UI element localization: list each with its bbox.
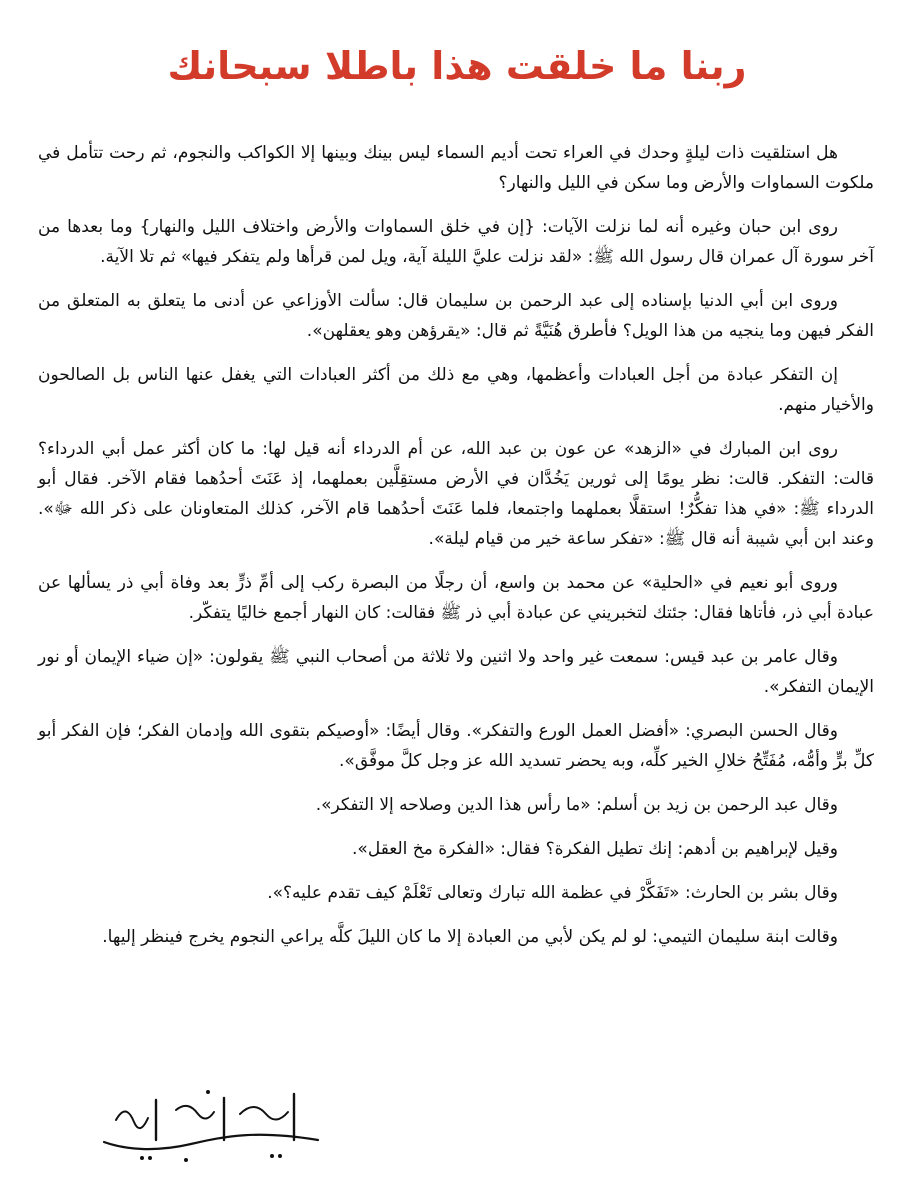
paragraph: روى ابن المبارك في «الزهد» عن عون بن عبد الله، عن أم الدرداء أنه قيل لها: ما كان أكثر عمل أبي الدرداء؟ قالت: التفكر. قالت: نظر يومًا إلى ثورين يَخُدَّان في الأرض مستقِلَّين بعملهما، إذ عَنَتَ أحدُهما فقام الآخر. فقال أبو الدرداء ﷺ: «في هذا تفكُّرٌ! استقلَّا بعملهما واجتمعا، فلما عَنَتَ أحدُهما قام الآخر، كذلك المتعاونان على ذكر الله ﷻ». وعند ابن أبي شيبة أنه قال ﷺ: «تفكر ساعة خير من قيام ليلة». bbox=[38, 439, 874, 549]
paragraph: وقيل لإبراهيم بن أدهم: إنك تطيل الفكرة؟ فقال: «الفكرة مخ العقل». bbox=[352, 839, 838, 859]
calligraphic-signature bbox=[96, 1080, 326, 1170]
paragraph: وقال عبد الرحمن بن زيد بن أسلم: «ما رأس هذا الدين وصلاحه إلا التفكر». bbox=[315, 795, 838, 815]
paragraph: روى ابن حبان وغيره أنه لما نزلت الآيات: {إن في خلق السماوات والأرض واختلاف الليل والنهار} وما بعدها من آخر سورة آل عمران قال رسول الله ﷺ: «لقد نزلت عليَّ الليلة آية، ويل لمن قرأها ولم يتفكر فيها» ثم تلا الآية. bbox=[38, 217, 874, 267]
paragraph: وروى ابن أبي الدنيا بإسناده إلى عبد الرحمن بن سليمان قال: سألت الأوزاعي عن أدنى ما يتعلق به المتعلق من الفكر فيهن وما ينجيه من هذا الويل؟ فأطرق هُنَيَّةً ثم قال: «يقرؤهن وهو يعقلهن». bbox=[38, 291, 874, 341]
paragraph: وقال بشر بن الحارث: «تَفَكَّرْ في عظمة الله تبارك وتعالى تَعْلَمْ كيف تقدم عليه؟». bbox=[267, 883, 838, 903]
paragraph: وروى أبو نعيم في «الحلية» عن محمد بن واسع، أن رجلًا من البصرة ركب إلى أمِّ ذرٍّ بعد وفاة أبي ذر يسألها عن عبادة أبي ذر، فأتاها فقال: جئتك لتخبريني عن عبادة أبي ذر ﷺ فقالت: كان النهار أجمع خاليًا يتفكّر. bbox=[38, 573, 874, 623]
paragraph: إن التفكر عبادة من أجل العبادات وأعظمها، وهي مع ذلك من أكثر العبادات التي يغفل عنها الناس بل الصالحون والأخيار منهم. bbox=[38, 365, 874, 415]
page-title: ربنا ما خلقت هذا باطلا سبحانك bbox=[167, 44, 747, 88]
paragraph: وقال عامر بن عبد قيس: سمعت غير واحد ولا اثنين ولا ثلاثة من أصحاب النبي ﷺ يقولون: «إن ضياء الإيمان أو نور الإيمان التفكر». bbox=[38, 647, 874, 697]
paragraph: وقال الحسن البصري: «أفضل العمل الورع والتفكر». وقال أيضًا: «أوصيكم بتقوى الله وإدمان الفكر؛ فإن الفكر أبو كلِّ برٍّ وأمُّه، مُفَتِّحُ خلالِ الخير كلِّه، وبه يحضر تسديد الله عز وجل كلَّ موفَّق». bbox=[38, 721, 874, 771]
paragraph: وقالت ابنة سليمان التيمي: لو لم يكن لأبي من العبادة إلا ما كان الليلَ كلَّه يراعي النجوم يخرج فينظر إليها. bbox=[102, 927, 838, 947]
signature-graphic bbox=[96, 1080, 326, 1170]
article-body bbox=[38, 138, 874, 966]
paragraph: هل استلقيت ذات ليلةٍ وحدك في العراء تحت أديم السماء ليس بينك وبينها إلا الكواكب والنجوم، ثم رحت تتأمل في ملكوت السماوات والأرض وما سكن في الليل والنهار؟ bbox=[38, 143, 874, 193]
